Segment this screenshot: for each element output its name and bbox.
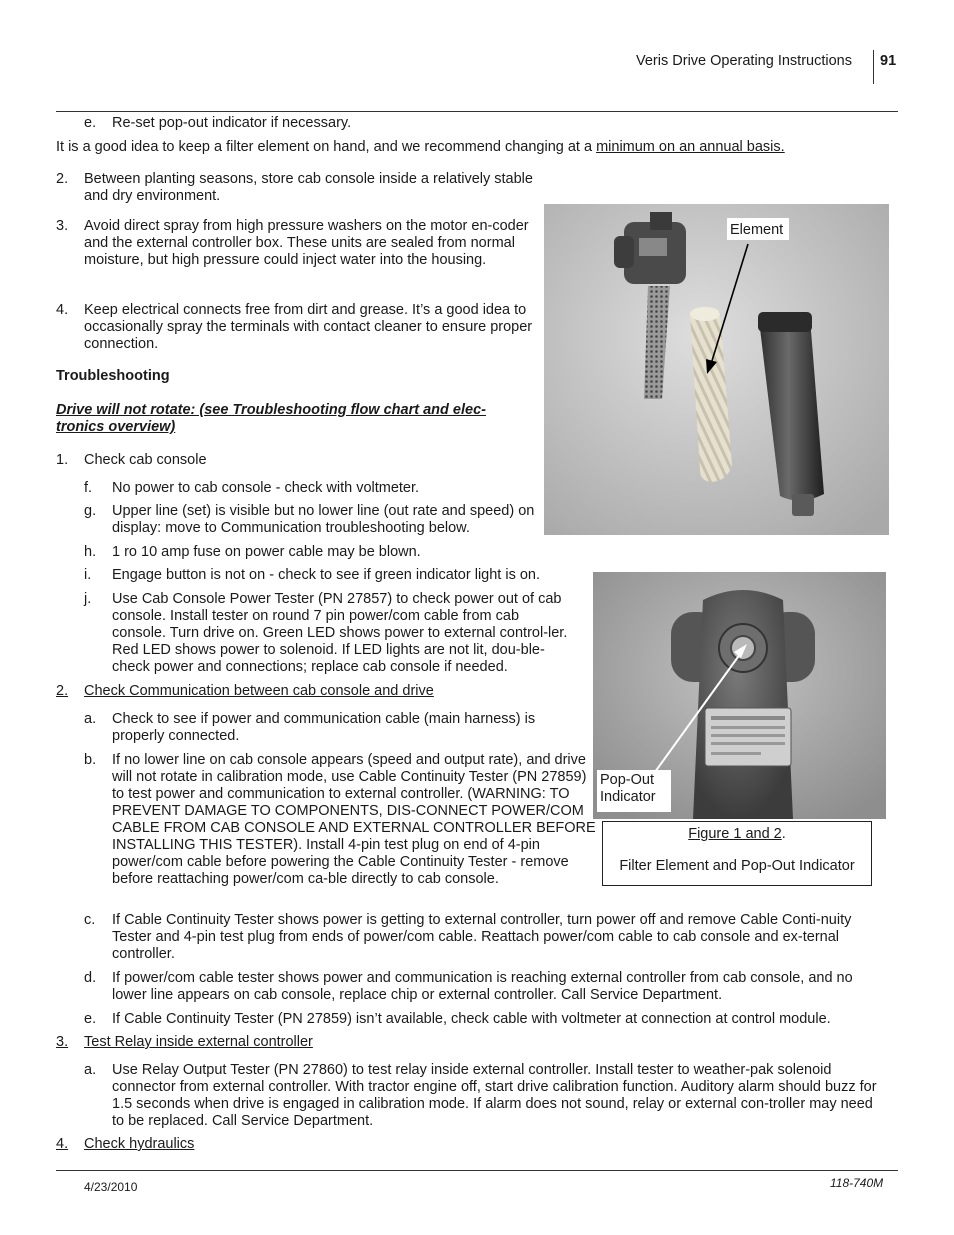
step1-item-text: No power to cab console - check with voltmeter. xyxy=(112,480,420,496)
step1-title: Check cab console xyxy=(84,452,207,468)
troubleshooting-heading: Troubleshooting xyxy=(56,368,170,384)
troubleshooting-subheading: Drive will not rotate: (see Troubleshooting flow chart and elec-tronics overview) xyxy=(56,402,486,435)
step3-title: Test Relay inside external controller xyxy=(84,1034,313,1050)
step2-item-label: b. xyxy=(84,752,97,768)
step4-num: 4. xyxy=(56,1136,69,1152)
step2-item-label: a. xyxy=(84,711,97,727)
step1-item-label: h. xyxy=(84,544,97,560)
step2-item-label: d. xyxy=(84,970,97,986)
figure-link-period: . xyxy=(781,826,786,842)
step3-item-label: a. xyxy=(84,1062,97,1078)
step3-num: 3. xyxy=(56,1034,69,1050)
footer-rule xyxy=(56,1170,898,1171)
care-item-text: Keep electrical connects free from dirt and grease. It’s a good idea to occasionally spray the terminals with contact cleaner to ensure proper connection. xyxy=(84,302,533,352)
page-number: 91 xyxy=(880,53,897,69)
step2-title: Check Communication between cab console and drive xyxy=(84,683,434,699)
footer-date: 4/23/2010 xyxy=(84,1180,138,1194)
header-divider xyxy=(873,50,874,84)
care-item-num: 4. xyxy=(56,302,69,318)
header-rule xyxy=(56,111,898,112)
figure-caption-ref xyxy=(603,826,871,843)
step2-item-label: e. xyxy=(84,1011,97,1027)
step3-item-text: Use Relay Output Tester (PN 27860) to test relay inside external controller. Install tester to weather-pak solenoid connector from external controller. With tractor engine off, start drive calibration function. Auditory alarm should buzz for 1.5 seconds when drive is engaged in calibration mode. If alarm does not sound, relay or external con-troller may need to be replaced. Call Service Department. xyxy=(112,1062,877,1129)
care-item-text: Between planting seasons, store cab console inside a relatively stable and dry environment. xyxy=(84,171,533,204)
intro-item-text: Re-set pop-out indicator if necessary. xyxy=(112,115,352,131)
care-item-text: Avoid direct spray from high pressure washers on the motor en-coder and the external controller box. These units are sealed from normal moisture, but high pressure could inject water into the housing. xyxy=(84,218,529,268)
step1-item-label: f. xyxy=(84,480,93,496)
element-label: Element xyxy=(730,222,784,238)
figure-caption-box xyxy=(602,821,872,886)
intro-item-label: e. xyxy=(84,115,97,131)
step2-item-label: c. xyxy=(84,912,96,928)
step1-item-text: Upper line (set) is visible but no lower line (out rate and speed) on display: move to Communication troubleshooting below. xyxy=(112,503,535,536)
pop-out-label: Pop-Out Indicator xyxy=(600,772,656,805)
step1-num: 1. xyxy=(56,452,69,468)
step2-num: 2. xyxy=(56,683,69,699)
step1-item-label: j. xyxy=(84,591,92,607)
figure-caption-text: Filter Element and Pop-Out Indicator xyxy=(619,858,855,874)
step2-item-text: If Cable Continuity Tester (PN 27859) isn’t available, check cable with voltmeter at connection at control module. xyxy=(112,1011,831,1027)
step2-item-text: If power/com cable tester shows power and communication is reaching external controller from cab console, and no lower line appears on cab console, replace chip or external controller. Call Service Department. xyxy=(112,970,853,1003)
filter-paragraph xyxy=(56,139,898,156)
step2-item-text: If Cable Continuity Tester shows power is getting to external controller, turn power off and remove Cable Conti-nuity Tester and 4-pin test plug from ends of power/com cable. Reattach power/com cable to cab console and ex-ternal controller. xyxy=(112,912,852,962)
step1-item-label: g. xyxy=(84,503,97,519)
care-item-num: 2. xyxy=(56,171,69,187)
step2-item-text: Check to see if power and communication cable (main harness) is properly connected. xyxy=(112,711,536,744)
footer-doc-number: 118-740M xyxy=(830,1176,884,1190)
annual-basis-link: minimum on an annual basis. xyxy=(596,139,785,155)
step1-item-text: Engage button is not on - check to see if green indicator light is on. xyxy=(112,567,541,583)
filter-paragraph-text: It is a good idea to keep a filter element on hand, and we recommend changing at a xyxy=(56,139,597,155)
step1-item-text: Use Cab Console Power Tester (PN 27857) to check power out of cab console. Install tester on round 7 pin power/com cable from cab console. Turn drive on. Green LED shows power to external control-ler. Red LED shows power to solenoid. If LED lights are not lit, dou-ble-check power and connections; replace cab console if needed. xyxy=(112,591,568,675)
filter-element-photo xyxy=(544,204,889,535)
step4-title: Check hydraulics xyxy=(84,1136,195,1152)
step1-item-label: i. xyxy=(84,567,92,583)
step1-item-text: 1 ro 10 amp fuse on power cable may be blown. xyxy=(112,544,421,560)
filter-element-drawing xyxy=(544,204,889,535)
care-item-num: 3. xyxy=(56,218,69,234)
figure-link: Figure 1 and 2 xyxy=(688,826,782,842)
pop-out-indicator-photo xyxy=(593,572,886,819)
running-header-title: Veris Drive Operating Instructions xyxy=(636,53,852,69)
step2-item-text: If no lower line on cab console appears (speed and output rate), and drive will not rotate in calibration mode, use Cable Continuity Tester (PN 27859) to test power and communication to external controller. (WARNING: TO PREVENT DAMAGE TO COMPONENTS, DIS-CONNECT POWER/COM CABLE FROM CAB CONSOLE AND EXTERNAL CONTROLLER BEFORE INSTALLING THIS TESTER). Install 4-pin test plug on end of 4-pin power/com cable before powering the Cable Continuity Tester - remove before reattaching power/com ca-ble directly to cab console. xyxy=(112,752,596,887)
